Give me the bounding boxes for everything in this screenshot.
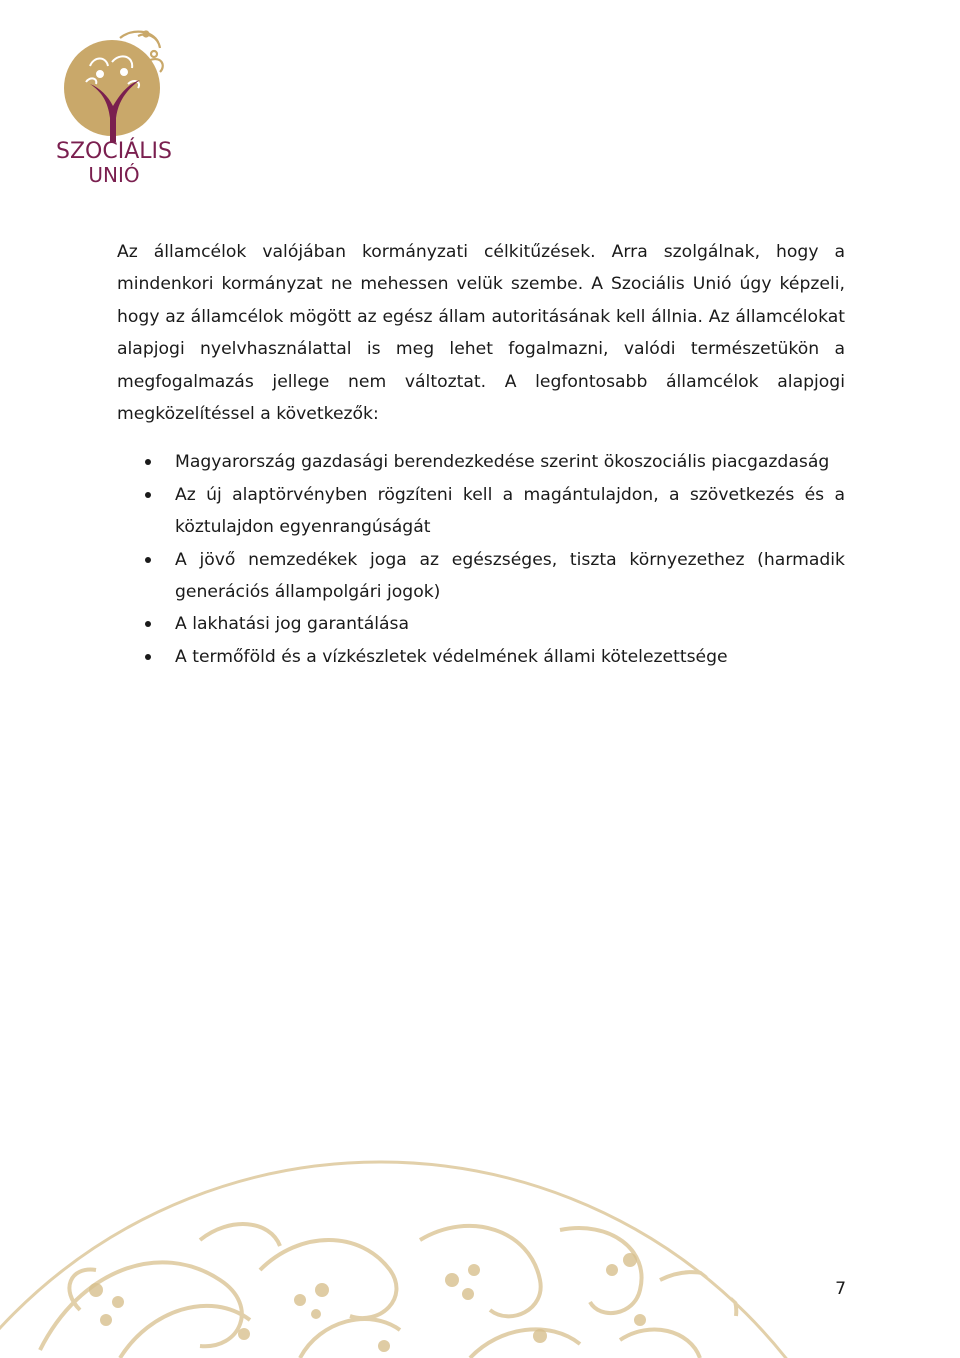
state-goals-list <box>117 446 845 673</box>
list-item-text: Az új alaptörvényben rögzíteni kell a magántulajdon, a szövetkezés és a köztulajdon egyenrangúságát <box>175 484 845 538</box>
list-item <box>117 608 845 640</box>
bullet-icon <box>145 557 151 563</box>
list-item <box>117 446 845 478</box>
intro-paragraph: Az államcélok valójában kormányzati célkitűzések. Arra szolgálnak, hogy a mindenkori kormányzat ne mehessen velük szembe. A Szociális Unió úgy képzeli, hogy az államcélok mögött az egész állam autoritásának kell állnia. Az államcélokat alapjogi nyelvhasználattal is meg lehet fogalmazni, valódi természetükön a megfogalmazás jellege nem változtat. A legfontosabb államcélok alapjogi megközelítéssel a következők: <box>117 242 845 425</box>
footer-ornament-icon <box>0 1120 960 1358</box>
logo-emblem-icon <box>50 26 180 146</box>
list-item-text: A jövő nemzedékek joga az egészséges, tiszta környezethez (harmadik generációs állampolgári jogok) <box>175 549 845 603</box>
document-body <box>117 236 845 673</box>
bullet-icon <box>145 621 151 627</box>
logo-line-1: SZOCIÁLIS <box>56 139 172 164</box>
list-item <box>117 479 845 544</box>
logo-wordmark <box>54 141 174 185</box>
list-item-text: Magyarország gazdasági berendezkedése szerint ökoszociális piacgazdaság <box>175 452 830 473</box>
list-item-text: A termőföld és a vízkészletek védelmének állami kötelezettsége <box>175 646 728 667</box>
bullet-icon <box>145 654 151 660</box>
bullet-icon <box>145 492 151 498</box>
list-item-text: A lakhatási jog garantálása <box>175 614 410 635</box>
logo-line-2: UNIÓ <box>88 163 140 187</box>
bullet-icon <box>145 459 151 465</box>
list-item <box>117 641 845 673</box>
list-item <box>117 544 845 609</box>
page-number: 7 <box>835 1279 846 1299</box>
